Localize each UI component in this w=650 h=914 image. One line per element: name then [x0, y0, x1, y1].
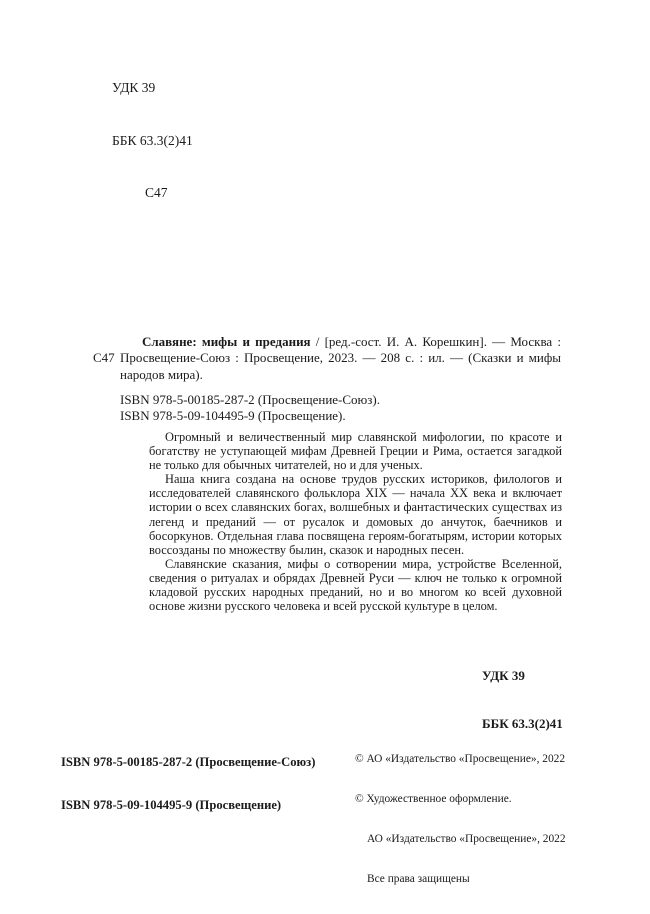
top-codes-block [112, 44, 193, 237]
footer-isbn-line: ISBN 978-5-00185-287-2 (Просвещение-Союз) [61, 754, 316, 769]
annotation-block [149, 430, 562, 613]
catalog-entry-description: / [ред.-сост. И. А. Корешкин]. — Москва : Просвещение-Союз : Просвещение, 2023. — 208 с. : ил. — (Сказки и мифы народов мира). [120, 334, 561, 382]
catalog-entry [93, 334, 561, 383]
annotation-paragraph: Славянские сказания, мифы о сотворении мира, устройстве Вселенной, сведения о ритуалах и обрядах Древней Руси — ключ не только к огромной кладовой русских народных преданий, но и во многом ко всей духовной основе жизни русского человека и всей русской культуре в целом. [149, 556, 562, 614]
copyright-line: © АО «Издательство «Просвещение», 2022 [355, 752, 566, 765]
bbk-code-top: ББК 63.3(2)41 [112, 132, 193, 148]
catalog-isbn-line: ISBN 978-5-09-104495-9 (Просвещение). [120, 408, 346, 424]
catalog-isbn-block [120, 392, 561, 425]
catalog-isbn-line: ISBN 978-5-00185-287-2 (Просвещение-Союз). [120, 391, 380, 407]
copyright-line: Все права защищены [367, 873, 470, 886]
copyright-line: АО «Издательство «Просвещение», 2022 [367, 833, 566, 846]
footer-isbn-block [61, 726, 315, 841]
udk-code-top: УДК 39 [112, 80, 156, 95]
book-title: Славяне: мифы и предания [142, 334, 311, 349]
udk-code-bottom: УДК 39 [482, 668, 525, 683]
catalog-entry-code: С47 [93, 350, 115, 366]
bbk-code-bottom: ББК 63.3(2)41 [482, 716, 563, 731]
annotation-paragraph: Наша книга создана на основе трудов русских историков, филологов и исследователей славянского фольклора XIX — начала XX века и включает истории о всех славянских богах, волшебных и фантастических существах из легенд и преданий — от русалок и домовых до анчуток, баечников и босоркунов. Отдельная глава посвящена героям-богатырям, истории которых воссозданы по множеству былин, сказок и народных песен. [149, 472, 562, 557]
copyright-line: © Художественное оформление. [355, 793, 512, 806]
author-sign-top: С47 [145, 185, 168, 200]
annotation-paragraph: Огромный и величественный мир славянской мифологии, по красоте и богатству не уступающей мифам Древней Греции и Рима, остается загадкой не только для обычных читателей, но и для ученых. [149, 430, 562, 473]
catalog-card [93, 334, 561, 424]
copyright-block [355, 726, 566, 914]
footer-isbn-line: ISBN 978-5-09-104495-9 (Просвещение) [61, 798, 282, 813]
